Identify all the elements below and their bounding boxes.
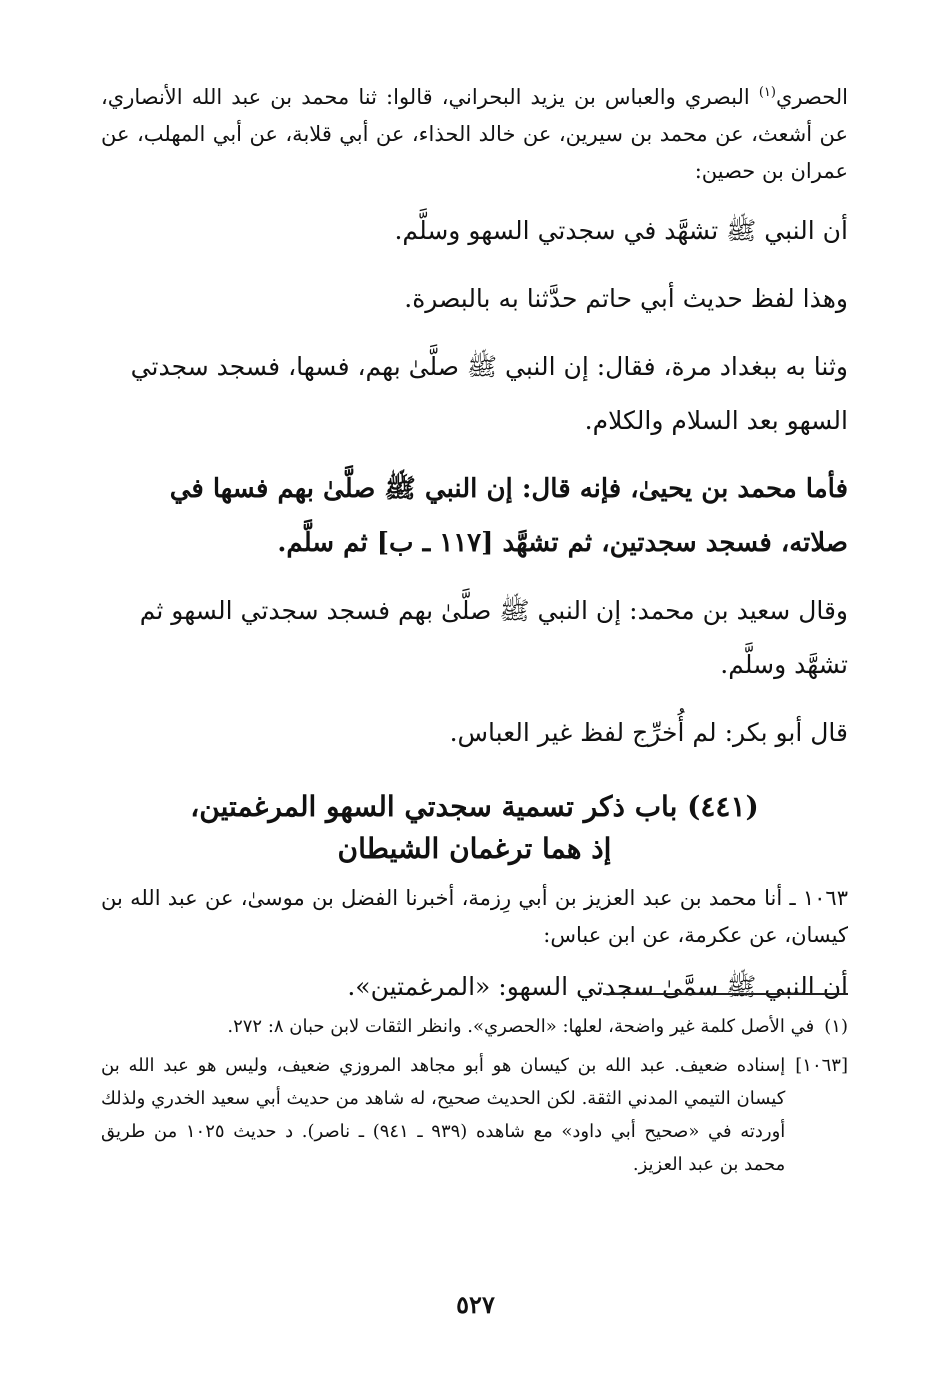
footnote-text: إسناده ضعيف. عبد الله بن كيسان هو أبو مجاهد المروزي ضعيف، وليس هو عبد الله بن كيسان التيمي المدني الثقة. لكن الحديث صحيح، له شاهد من حديث أبي سعيد الخدري ولذلك أوردته في «صحيح أبي داود» مع شاهده (٩٣٩ ـ ٩٤١) ـ ناصر). د حديث ١٠٢٥ من طريق محمد بن عبد العزيز. xyxy=(101,1055,786,1175)
chapter-title-line1: (٤٤١) باب ذكر تسمية سجدتي السهو المرغمتين، xyxy=(190,790,759,823)
narration-variant-yahya: فأما محمد بن يحيىٰ، فإنه قال: إن النبي ﷺ صلَّىٰ بهم فسها في صلاته، فسجد سجدتين، ثم تشهَّد [١١٧ ـ ب] ثم سلَّم. xyxy=(169,474,848,558)
main-text xyxy=(101,74,848,1014)
author-comment: قال أبو بكر: لم أُخرِّج لفظ غير العباس. xyxy=(449,718,848,747)
hadith-1063-matn: أن النبي ﷺ سمَّىٰ سجدتي السهو: «المرغمتين». xyxy=(347,972,848,1001)
chapter-heading xyxy=(101,786,848,870)
narration-variant-baghdad: وثنا به ببغداد مرة، فقال: إن النبي ﷺ صلَّىٰ بهم، فسها، فسجد سجدتي السهو بعد السلام والكلام. xyxy=(130,352,848,435)
isnad-text-rest: البصري والعباس بن يزيد البحراني، قالوا: ثنا محمد بن عبد الله الأنصاري، عن أشعث، عن محمد بن سيرين، عن خالد الحذاء، عن أبي قلابة، عن أبي المهلب، عن عمران بن حصين: xyxy=(101,85,848,183)
footnotes xyxy=(101,1010,848,1181)
footnote-reference: (١) xyxy=(758,85,776,100)
footnote-text: في الأصل كلمة غير واضحة، لعلها: «الحصري». وانظر الثقات لابن حبان ٨: ٢٧٢. xyxy=(227,1016,815,1037)
narration-variant-said: وقال سعيد بن محمد: إن النبي ﷺ صلَّىٰ بهم فسجد سجدتي السهو ثم تشهَّد وسلَّم. xyxy=(139,596,848,679)
isnad-paragraph xyxy=(101,74,848,190)
isnad-text-start: الحصري xyxy=(775,85,848,109)
page-number: ٥٢٧ xyxy=(456,1290,495,1319)
chapter-title-line2: إذ هما ترغمان الشيطان xyxy=(337,832,612,865)
hadith-1063-isnad: ١٠٦٣ ـ أنا محمد بن عبد العزيز بن أبي رِزمة، أخبرنا الفضل بن موسىٰ، عن عبد الله بن كيسان، عن عكرمة، عن ابن عباس: xyxy=(101,886,848,947)
footnote-number: [١٠٦٣] xyxy=(795,1055,848,1076)
footnote-separator xyxy=(603,993,848,995)
footnote-number: (١) xyxy=(824,1016,848,1037)
footnote xyxy=(101,1049,848,1181)
narration-note: وهذا لفظ حديث أبي حاتم حدَّثنا به بالبصرة. xyxy=(404,284,848,313)
footnote xyxy=(101,1010,848,1043)
hadith-text: أن النبي ﷺ تشهَّد في سجدتي السهو وسلَّم. xyxy=(394,216,848,245)
